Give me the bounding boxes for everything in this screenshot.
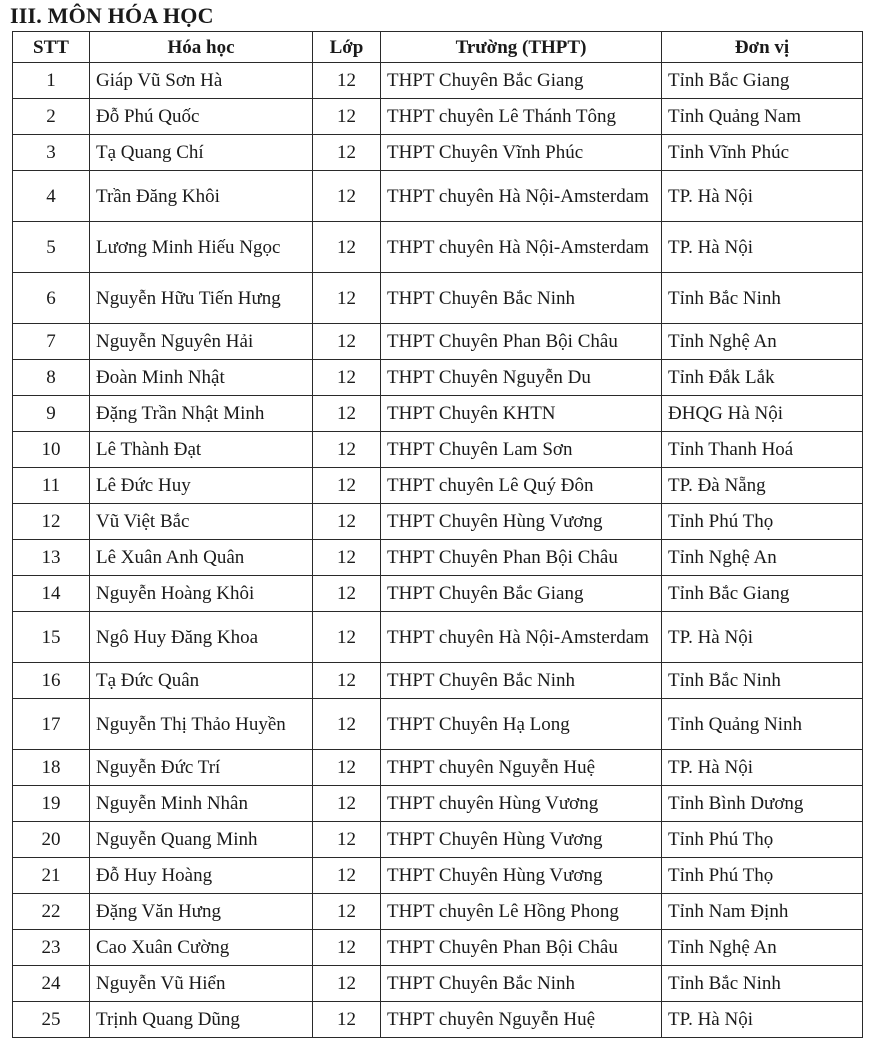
table-row (13, 612, 863, 663)
cell-grade: 12 (313, 171, 381, 222)
table-row (13, 432, 863, 468)
cell-stt: 9 (13, 396, 90, 432)
cell-name: Lê Thành Đạt (90, 432, 313, 468)
cell-school: THPT Chuyên Phan Bội Châu (381, 540, 662, 576)
table-row (13, 63, 863, 99)
cell-name: Đặng Văn Hưng (90, 894, 313, 930)
cell-school: THPT chuyên Lê Thánh Tông (381, 99, 662, 135)
cell-unit: Tỉnh Thanh Hoá (662, 432, 863, 468)
cell-school: THPT Chuyên Nguyễn Du (381, 360, 662, 396)
table-row (13, 540, 863, 576)
cell-stt: 1 (13, 63, 90, 99)
student-table (12, 31, 863, 1038)
cell-stt: 3 (13, 135, 90, 171)
cell-unit: TP. Hà Nội (662, 171, 863, 222)
cell-name: Trịnh Quang Dũng (90, 1002, 313, 1038)
cell-school: THPT Chuyên Hạ Long (381, 699, 662, 750)
cell-school: THPT Chuyên Lam Sơn (381, 432, 662, 468)
cell-school: THPT chuyên Nguyễn Huệ (381, 1002, 662, 1038)
cell-stt: 6 (13, 273, 90, 324)
cell-grade: 12 (313, 432, 381, 468)
cell-grade: 12 (313, 222, 381, 273)
cell-school: THPT Chuyên Vĩnh Phúc (381, 135, 662, 171)
table-row (13, 966, 863, 1002)
cell-school: THPT chuyên Hà Nội-Amsterdam (381, 612, 662, 663)
cell-stt: 24 (13, 966, 90, 1002)
cell-grade: 12 (313, 966, 381, 1002)
header-stt: STT (13, 32, 90, 63)
cell-unit: Tỉnh Phú Thọ (662, 822, 863, 858)
cell-grade: 12 (313, 930, 381, 966)
cell-unit: Tỉnh Nghệ An (662, 930, 863, 966)
cell-school: THPT Chuyên Bắc Ninh (381, 663, 662, 699)
cell-school: THPT Chuyên Bắc Ninh (381, 966, 662, 1002)
cell-name: Vũ Việt Bắc (90, 504, 313, 540)
cell-school: THPT chuyên Lê Quý Đôn (381, 468, 662, 504)
cell-stt: 23 (13, 930, 90, 966)
cell-name: Nguyễn Nguyên Hải (90, 324, 313, 360)
cell-unit: Tỉnh Đắk Lắk (662, 360, 863, 396)
cell-unit: ĐHQG Hà Nội (662, 396, 863, 432)
table-row (13, 396, 863, 432)
cell-unit: Tỉnh Quảng Nam (662, 99, 863, 135)
cell-stt: 20 (13, 822, 90, 858)
cell-unit: Tỉnh Bắc Ninh (662, 273, 863, 324)
cell-grade: 12 (313, 1002, 381, 1038)
table-body (13, 63, 863, 1038)
cell-stt: 4 (13, 171, 90, 222)
cell-school: THPT Chuyên Phan Bội Châu (381, 324, 662, 360)
cell-grade: 12 (313, 468, 381, 504)
cell-stt: 19 (13, 786, 90, 822)
cell-name: Lê Xuân Anh Quân (90, 540, 313, 576)
cell-unit: Tỉnh Quảng Ninh (662, 699, 863, 750)
cell-name: Đỗ Huy Hoàng (90, 858, 313, 894)
cell-grade: 12 (313, 612, 381, 663)
cell-unit: TP. Đà Nẵng (662, 468, 863, 504)
cell-name: Tạ Quang Chí (90, 135, 313, 171)
table-row (13, 171, 863, 222)
cell-stt: 22 (13, 894, 90, 930)
cell-unit: TP. Hà Nội (662, 750, 863, 786)
cell-unit: TP. Hà Nội (662, 612, 863, 663)
cell-name: Trần Đăng Khôi (90, 171, 313, 222)
table-row (13, 663, 863, 699)
cell-stt: 25 (13, 1002, 90, 1038)
cell-name: Giáp Vũ Sơn Hà (90, 63, 313, 99)
cell-name: Lương Minh Hiếu Ngọc (90, 222, 313, 273)
table-row (13, 222, 863, 273)
header-grade: Lớp (313, 32, 381, 63)
cell-unit: TP. Hà Nội (662, 222, 863, 273)
cell-name: Nguyễn Đức Trí (90, 750, 313, 786)
cell-name: Ngô Huy Đăng Khoa (90, 612, 313, 663)
cell-stt: 18 (13, 750, 90, 786)
cell-stt: 16 (13, 663, 90, 699)
header-school: Trường (THPT) (381, 32, 662, 63)
cell-name: Đỗ Phú Quốc (90, 99, 313, 135)
cell-unit: TP. Hà Nội (662, 1002, 863, 1038)
table-row (13, 504, 863, 540)
cell-unit: Tỉnh Nam Định (662, 894, 863, 930)
cell-school: THPT chuyên Nguyễn Huệ (381, 750, 662, 786)
cell-school: THPT Chuyên Hùng Vương (381, 504, 662, 540)
cell-name: Cao Xuân Cường (90, 930, 313, 966)
cell-stt: 14 (13, 576, 90, 612)
cell-name: Đặng Trần Nhật Minh (90, 396, 313, 432)
cell-school: THPT chuyên Hà Nội-Amsterdam (381, 222, 662, 273)
table-row (13, 1002, 863, 1038)
table-row (13, 930, 863, 966)
cell-unit: Tỉnh Phú Thọ (662, 858, 863, 894)
cell-stt: 7 (13, 324, 90, 360)
table-row (13, 786, 863, 822)
cell-unit: Tỉnh Bình Dương (662, 786, 863, 822)
cell-name: Nguyễn Quang Minh (90, 822, 313, 858)
table-row (13, 135, 863, 171)
cell-unit: Tỉnh Bắc Ninh (662, 663, 863, 699)
table-row (13, 324, 863, 360)
cell-name: Nguyễn Vũ Hiển (90, 966, 313, 1002)
cell-unit: Tỉnh Bắc Ninh (662, 966, 863, 1002)
table-row (13, 699, 863, 750)
cell-school: THPT chuyên Lê Hồng Phong (381, 894, 662, 930)
table-row (13, 360, 863, 396)
table-row (13, 576, 863, 612)
cell-stt: 13 (13, 540, 90, 576)
table-row (13, 822, 863, 858)
cell-grade: 12 (313, 273, 381, 324)
cell-name: Đoàn Minh Nhật (90, 360, 313, 396)
table-header-row (13, 32, 863, 63)
cell-name: Nguyễn Hoàng Khôi (90, 576, 313, 612)
cell-grade: 12 (313, 750, 381, 786)
cell-grade: 12 (313, 396, 381, 432)
cell-name: Lê Đức Huy (90, 468, 313, 504)
table-row (13, 750, 863, 786)
cell-grade: 12 (313, 504, 381, 540)
cell-stt: 2 (13, 99, 90, 135)
cell-stt: 12 (13, 504, 90, 540)
table-row (13, 273, 863, 324)
cell-stt: 11 (13, 468, 90, 504)
section-title: III. MÔN HÓA HỌC (10, 3, 214, 28)
cell-grade: 12 (313, 663, 381, 699)
cell-grade: 12 (313, 786, 381, 822)
cell-school: THPT Chuyên Hùng Vương (381, 858, 662, 894)
cell-grade: 12 (313, 699, 381, 750)
cell-school: THPT Chuyên Hùng Vương (381, 822, 662, 858)
table-row (13, 894, 863, 930)
cell-unit: Tỉnh Nghệ An (662, 540, 863, 576)
cell-stt: 17 (13, 699, 90, 750)
cell-name: Nguyễn Thị Thảo Huyền (90, 699, 313, 750)
cell-grade: 12 (313, 540, 381, 576)
table-row (13, 858, 863, 894)
cell-school: THPT chuyên Hà Nội-Amsterdam (381, 171, 662, 222)
cell-grade: 12 (313, 360, 381, 396)
header-unit: Đơn vị (662, 32, 863, 63)
cell-unit: Tỉnh Nghệ An (662, 324, 863, 360)
cell-unit: Tỉnh Phú Thọ (662, 504, 863, 540)
cell-stt: 10 (13, 432, 90, 468)
cell-school: THPT Chuyên Bắc Giang (381, 576, 662, 612)
cell-grade: 12 (313, 576, 381, 612)
cell-name: Nguyễn Hữu Tiến Hưng (90, 273, 313, 324)
cell-name: Nguyễn Minh Nhân (90, 786, 313, 822)
cell-stt: 8 (13, 360, 90, 396)
cell-grade: 12 (313, 324, 381, 360)
cell-grade: 12 (313, 99, 381, 135)
cell-unit: Tỉnh Bắc Giang (662, 576, 863, 612)
cell-grade: 12 (313, 894, 381, 930)
cell-stt: 21 (13, 858, 90, 894)
table-row (13, 468, 863, 504)
cell-grade: 12 (313, 135, 381, 171)
table-row (13, 99, 863, 135)
cell-school: THPT Chuyên Bắc Ninh (381, 273, 662, 324)
cell-school: THPT Chuyên Bắc Giang (381, 63, 662, 99)
cell-grade: 12 (313, 858, 381, 894)
cell-school: THPT chuyên Hùng Vương (381, 786, 662, 822)
cell-stt: 5 (13, 222, 90, 273)
cell-school: THPT Chuyên Phan Bội Châu (381, 930, 662, 966)
header-subject: Hóa học (90, 32, 313, 63)
cell-name: Tạ Đức Quân (90, 663, 313, 699)
cell-unit: Tỉnh Bắc Giang (662, 63, 863, 99)
cell-grade: 12 (313, 822, 381, 858)
cell-unit: Tỉnh Vĩnh Phúc (662, 135, 863, 171)
cell-grade: 12 (313, 63, 381, 99)
cell-stt: 15 (13, 612, 90, 663)
cell-school: THPT Chuyên KHTN (381, 396, 662, 432)
